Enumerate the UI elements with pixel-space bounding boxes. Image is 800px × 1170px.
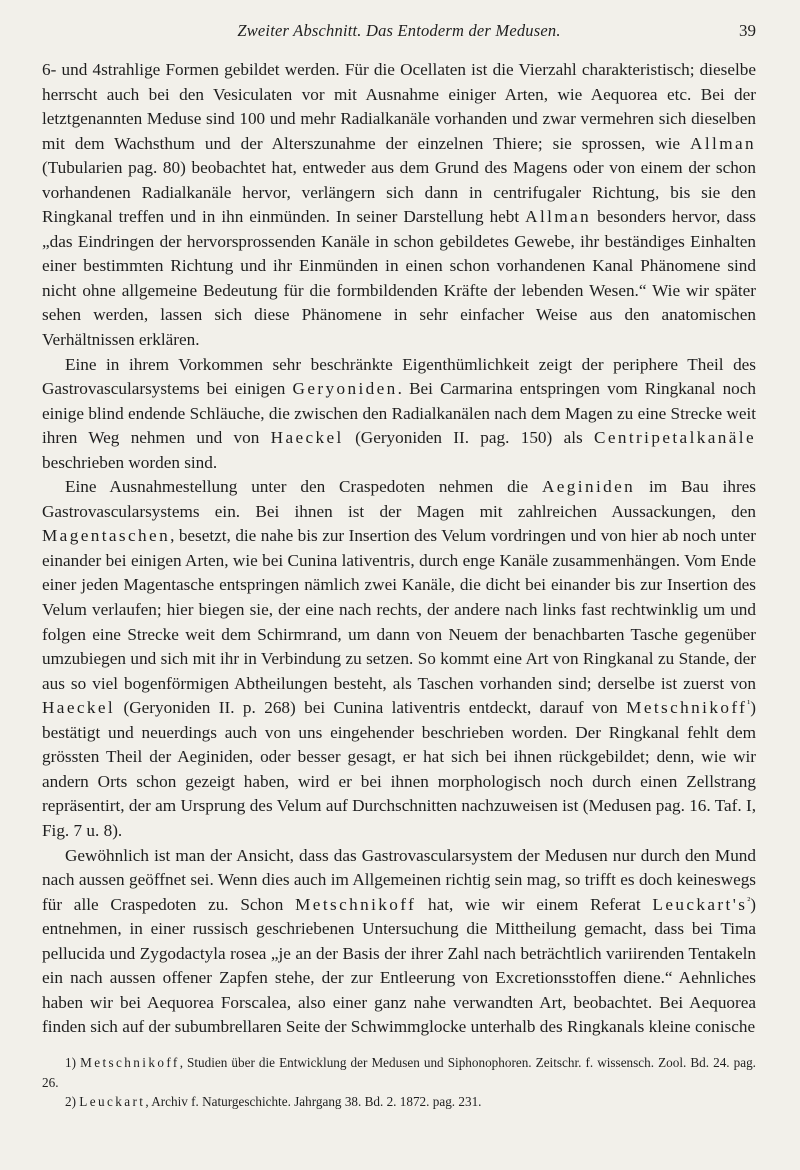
spaced-name: Metschnikoff [80,1055,180,1070]
footnote [42,1053,756,1092]
spaced-name: Haeckel [42,698,116,718]
text-run: , Archiv f. Naturgeschichte. Jahrgang 38. Bd. 2. 1872. pag. 231. [145,1094,482,1109]
spaced-name: Allman [525,207,592,227]
footnote-marker: ² [747,894,751,906]
text-run: besonders hervor, dass „das Eindringen der hervorsprossenden Kanäle in schon gebildetes Gewebe, ihr beständiges Einhalten einer bestimmten Richtung und ihr Einmünden in einen schon vorhandenen Kanal Phänomene sind nicht ohne allgemeine Bedeutung für die formbildenden Kräfte der lebenden Wesen.“ Wie wir später sehen werden, lassen sich diese Phänomene in sehr einfacher Weise aus den anatomischen Verhältnissen erklären. [42,207,756,350]
spaced-name: Centripetalkanäle [593,428,756,448]
paragraph [42,844,756,1040]
spaced-name: Allman [690,133,756,153]
text-run: beschrieben worden sind. [42,452,218,472]
text-run: hat, wie wir einem Referat [416,894,653,914]
spaced-name: Leuckart [79,1094,146,1109]
text-run: 2) [65,1094,80,1109]
spaced-name: Metschnikoff [626,698,748,718]
text-run: Eine in ihrem Vorkommen sehr beschränkte Eigenthümlichkeit zeigt der periphere Theil des Gastrovascularsystems bei einigen [42,354,756,399]
spaced-name: Magentaschen [42,526,171,546]
text-run: (Geryoniden II. pag. 150) als [343,428,594,448]
text-run: (Geryoniden II. p. 268) bei Cunina lativentris entdeckt, darauf von [115,698,627,718]
text-run: 1) [65,1055,81,1070]
text-run: Gewöhnlich ist man der Ansicht, dass das Gastrovascularsystem der Medusen nur durch den Mund nach aussen geöffnet sei. Wenn dies auch im Allgemeinen richtig sein mag, so trifft es doch keineswegs für alle Craspedoten zu. Schon [42,845,756,914]
footnote [42,1092,756,1112]
text-run: , besetzt, die nahe bis zur Insertion des Velum vordringen und von hier ab noch unter einander bei einigen Arten, wie bei Cunina lativentris, durch enge Kanäle zusammenhängen. Vom Ende einer jeden Magentasche entspringen nämlich zwei Kanäle, die dicht bei einander bis zur Insertion des Velum verlaufen; hier biegen sie, der eine nach rechts, der andere nach links fast rechtwinklig um und folgen eine Strecke weit dem Schirmrand, um dann von Neuem der benachbarten Tasche gegenüber umzubiegen und sich mit ihr in Verbindung zu setzen. So kommt eine Art von Ringkanal zu Stande, der aus so viel bogenförmigen Abtheilungen besteht, als Taschen vorhanden sind; derselbe ist zuerst von [42,526,756,693]
paragraph [42,58,756,353]
spaced-name: Geryoniden [292,379,398,399]
text-run: 6- und 4strahlige Formen gebildet werden. Für die Ocellaten ist die Vierzahl charakteristisch; dieselbe herrscht auch bei den Vesiculaten vor mit Ausnahme einiger Arten, wie Aequorea etc. Bei der letztgenannten Meduse sind 100 und mehr Radialkanäle vorhanden und zwar vermehren sich dieselben mit dem Wachsthum und der Alterszunahme der einzelnen Thiere; sie sprossen, wie [42,60,756,153]
footnote-marker: ¹ [747,698,751,710]
spaced-name: Leuckart's [652,894,748,914]
footnotes [42,1053,756,1112]
page-header [42,18,756,44]
paragraph [42,353,756,476]
text-run: ) bestätigt und neuerdings auch von uns eingehender beschrieben worden. Der Ringkanal fehlt dem grössten Theil der Aeginiden, oder besser gesagt, er hat sich bei ihnen rückgebildet; denn, wie wir andern Orts schon gezeigt haben, wird er bei ihnen morphologisch noch durch einen Zellstrang repräsentirt, der am Ursprung des Velum auf Durchschnitten nachzuweisen ist (Medusen pag. 16. Taf. I, Fig. 7 u. 8). [42,698,756,840]
text-run: . Bei Carmarina entspringen vom Ringkanal noch einige blind endende Schläuche, die zwischen den Radialkanälen nach dem Magen zu eine Strecke weit ihren Weg nehmen und von [42,379,756,448]
main-text [42,58,756,1040]
paragraph [42,475,756,843]
running-title: Zweiter Abschnitt. Das Entoderm der Medusen. [237,21,561,40]
text-run: , Studien über die Entwicklung der Medusen und Siphonophoren. Zeitschr. f. wissensch. Zool. Bd. 24. pag. 26. [42,1055,756,1090]
text-run: (Tubularien pag. 80) beobachtet hat, entweder aus dem Grund des Magens oder von einem der schon vorhandenen Radialkanäle hervor, verlängern sich dann in centrifugaler Richtung, bis sie den Ringkanal treffen und in ihn einmünden. In seiner Darstellung hebt [42,158,756,227]
text-run: im Bau ihres Gastrovascularsystems ein. Bei ihnen ist der Magen mit zahlreichen Aussackungen, den [42,477,756,521]
text-run: ) entnehmen, in einer russisch geschriebenen Untersuchung die Mittheilung gemacht, dass bei Tima pellucida und Zygodactyla rosea „je an der Basis der ihrer Zahl nach beträchtlich variirenden Tentakeln ein nach aussen offener Zapfen stehe, der zur Entleerung von Excretionsstoffen diene.“ Aehnliches haben wir bei Aequorea Forscalea, also einer ganz nahe verwandten Art, beobachtet. Bei Aequorea finden sich auf der subumbrellaren Seite der Schwimmglocke unterhalb des Ringkanals kleine conische [42,894,757,1037]
text-run: Eine Ausnahmestellung unter den Craspedoten nehmen die [65,477,542,497]
page-number: 39 [739,21,756,40]
spaced-name: Aeginiden [541,477,636,497]
spaced-name: Metschnikoff [295,894,417,914]
spaced-name: Haeckel [270,428,344,448]
